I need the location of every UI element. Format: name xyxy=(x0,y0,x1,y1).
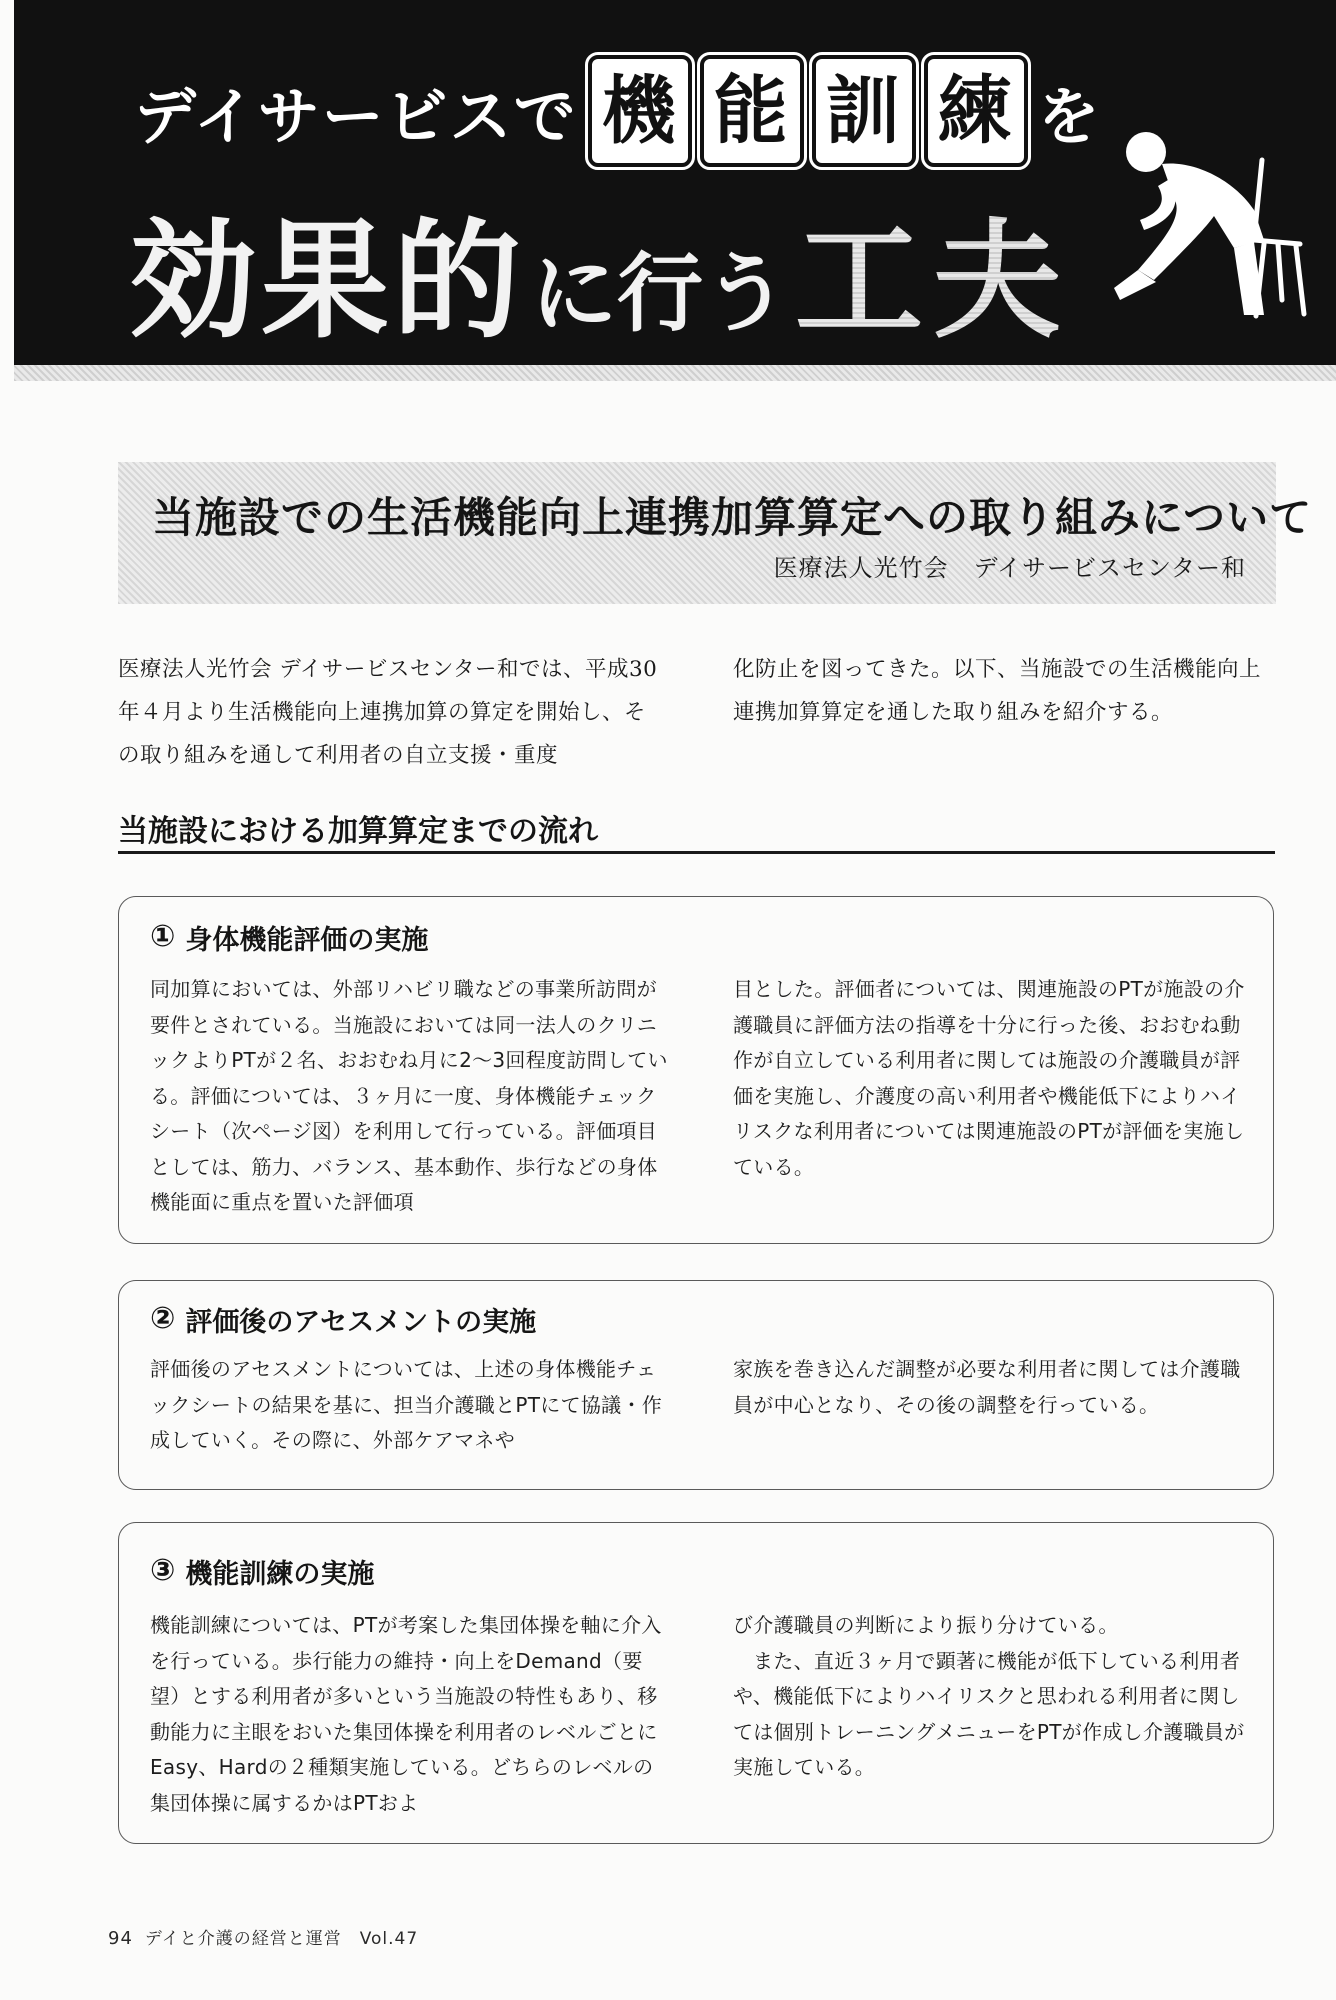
boxed-char: 機 xyxy=(588,55,692,167)
boxed-title-chars xyxy=(588,55,1028,167)
step-card-2-text-right: 家族を巻き込んだ調整が必要な利用者に関しては介護職員が中心となり、その後の調整を行っている。 xyxy=(733,1357,1241,1417)
step-card-3-title xyxy=(150,1552,374,1591)
step-card-3-text-right-1: び介護職員の判断により振り分けている。 xyxy=(733,1613,1119,1637)
step-number-badge: ② xyxy=(150,1301,176,1336)
step-card-2-text-left: 評価後のアセスメントについては、上述の身体機能チェックシートの結果を基に、担当介護職とPTにて協議・作成していく。その際に、外部ケアマネや xyxy=(150,1357,663,1452)
step-title-text: 機能訓練の実施 xyxy=(185,1559,375,1590)
step-card-3-text-right xyxy=(733,1608,1253,1786)
boxed-char: 能 xyxy=(700,55,804,167)
boxed-char: 練 xyxy=(924,55,1028,167)
boxed-char: 訓 xyxy=(812,55,916,167)
title-part-c: 工夫 xyxy=(795,178,1071,362)
article-title: 当施設での生活機能向上連携加算算定への取り組みについて xyxy=(152,493,1313,542)
title-banner xyxy=(14,0,1336,365)
step-card-3-text-right-2: また、直近３ヶ月で顕著に機能が低下している利用者や、機能低下によりハイリスクと思われる利用者に関しては個別トレーニングメニューをPTが作成し介護職員が実施している。 xyxy=(733,1648,1245,1779)
title-prefix: デイサービスで xyxy=(134,79,578,153)
step-card-3-text-left: 機能訓練については、PTが考案した集団体操を軸に介入を行っている。歩行能力の維持・向上をDemand（要望）とする利用者が多いという当施設の特性もあり、移動能力に主眼をおいた集団体操を利用者のレベルごとにEasy、Hardの２種類実施している。どちらのレベルの集団体操に属するかはPTおよ xyxy=(150,1613,662,1815)
page-number: 94 xyxy=(108,1928,133,1949)
intro-paragraph-left: 医療法人光竹会 デイサービスセンター和では、平成30年４月より生活機能向上連携加算の算定を開始し、その取り組みを通して利用者の自立支援・重度 xyxy=(118,657,658,768)
title-part-a: 効果的 xyxy=(129,207,526,356)
step-card-1-title xyxy=(150,918,428,957)
article-author: 医療法人光竹会 デイサービスセンター和 xyxy=(773,554,1246,582)
step-number-badge: ③ xyxy=(150,1553,176,1588)
step-number-badge: ① xyxy=(150,919,176,954)
section-divider xyxy=(118,851,1275,854)
publication-name: デイと介護の経営と運営 Vol.47 xyxy=(144,1929,419,1949)
step-title-text: 身体機能評価の実施 xyxy=(185,925,429,956)
step-card-2-title xyxy=(150,1300,536,1339)
title-line-1 xyxy=(134,55,1102,167)
step-card-1-text-left: 同加算においては、外部リハビリ職などの事業所訪問が要件とされている。当施設においては同一法人のクリニックよりPTが２名、おおむね月に2～3回程度訪問している。評価については、３ヶ月に一度、身体機能チェックシート（次ページ図）を利用して行っている。評価項目としては、筋力、バランス、基本動作、歩行などの身体機能面に重点を置いた評価項 xyxy=(150,977,668,1214)
title-suffix: を xyxy=(1037,79,1102,153)
intro-paragraph-right: 化防止を図ってきた。以下、当施設での生活機能向上連携加算算定を通した取り組みを紹介する。 xyxy=(733,657,1262,725)
step-title-text: 評価後のアセスメントの実施 xyxy=(185,1307,537,1338)
page-footer xyxy=(108,1924,418,1949)
title-part-b: に行う xyxy=(531,244,790,344)
banner-texture-strip xyxy=(14,365,1336,381)
exercise-figure-icon xyxy=(1104,120,1314,320)
step-card-1-text-right: 目とした。評価者については、関連施設のPTが施設の介護職員に評価方法の指導を十分に行った後、おおむね動作が自立している利用者に関しては施設の介護職員が評価を実施し、介護度の高い利用者や機能低下によりハイリスクな利用者については関連施設のPTが評価を実施している。 xyxy=(733,977,1245,1179)
title-line-2 xyxy=(129,178,1071,362)
section-heading: 当施設における加算算定までの流れ xyxy=(118,814,598,849)
